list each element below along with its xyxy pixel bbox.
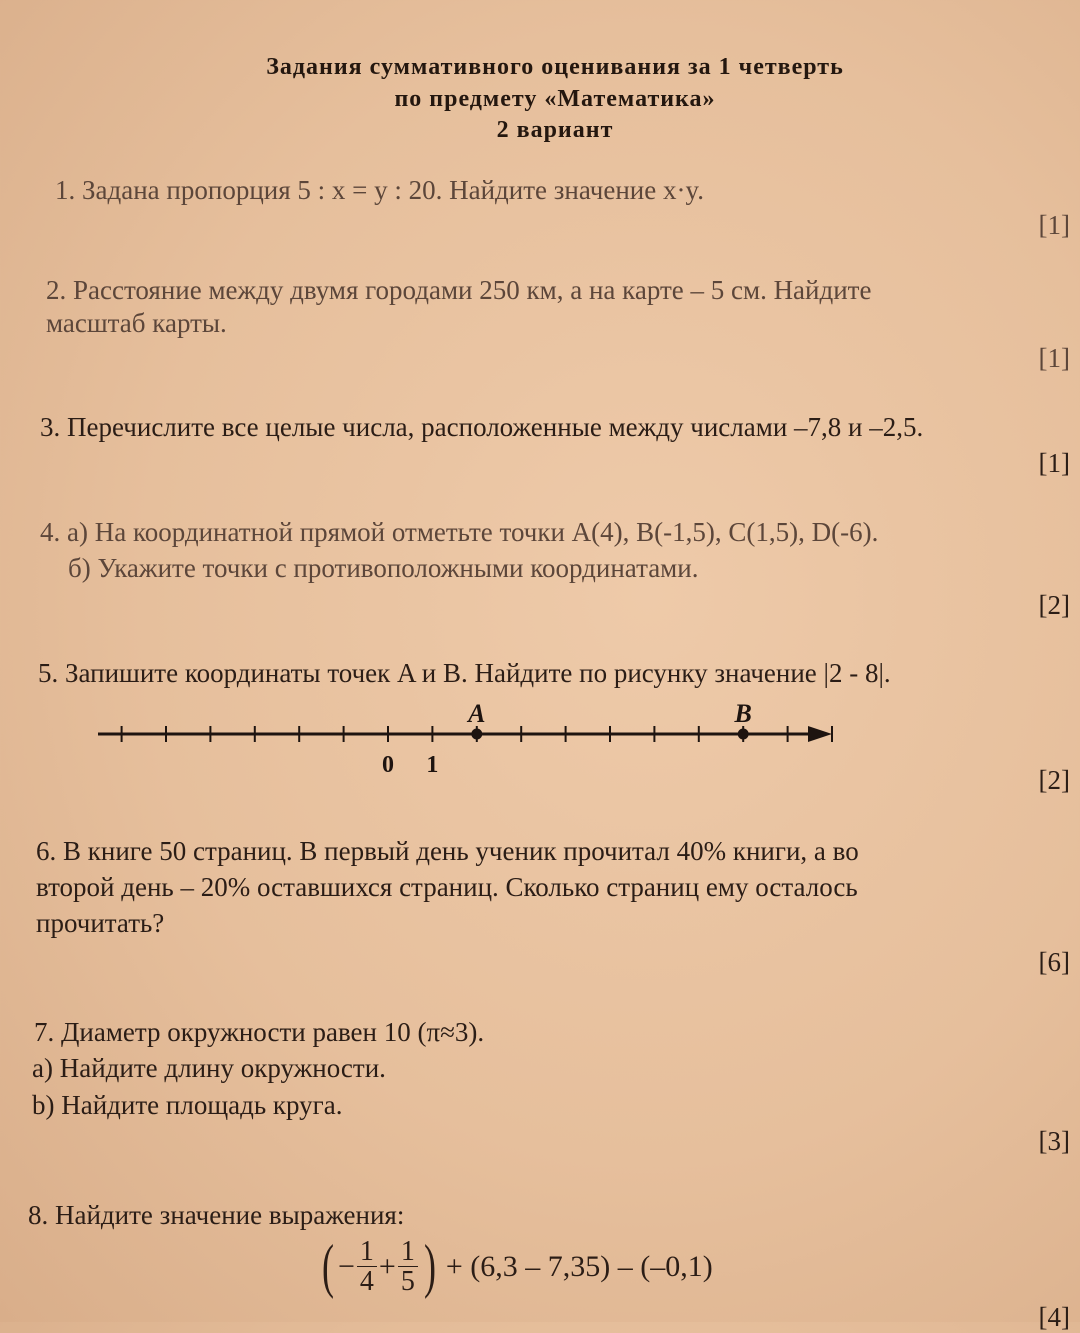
fraction-2-denominator: 5 bbox=[400, 1266, 415, 1297]
task-8-expression bbox=[318, 1232, 713, 1301]
task-3-score: [1] bbox=[1038, 448, 1070, 478]
task-5-score: [2] bbox=[1038, 765, 1070, 795]
task-4-score: [2] bbox=[1038, 590, 1070, 620]
right-paren: ) bbox=[423, 1233, 436, 1299]
task-3-text: 3. Перечислите все целые числа, расположенные между числами –7,8 и –2,5. bbox=[40, 412, 924, 442]
task-2-text-line-2: масштаб карты. bbox=[46, 308, 227, 338]
task-7-text-line-2: а) Найдите длину окружности. bbox=[32, 1053, 386, 1083]
header-line-3: 2 вариант bbox=[496, 117, 614, 143]
task-6-text-line-1: 6. В книге 50 страниц. В первый день ученик прочитал 40% книги, а во bbox=[36, 836, 859, 866]
task-7-text-line-3: b) Найдите площадь круга. bbox=[32, 1090, 343, 1120]
number-line bbox=[90, 690, 850, 780]
left-paren: ( bbox=[321, 1233, 334, 1299]
task-4-text-line-2: б) Укажите точки с противоположными координатами. bbox=[68, 553, 699, 583]
task-2-score: [1] bbox=[1038, 343, 1070, 373]
task-5-text: 5. Запишите координаты точек A и B. Найдите по рисунку значение |2 - 8|. bbox=[38, 658, 891, 688]
fraction-one-quarter bbox=[357, 1237, 377, 1297]
task-1-text: 1. Задана пропорция 5 : x = y : 20. Найдите значение x·y. bbox=[55, 175, 704, 205]
minus-sign: − bbox=[337, 1249, 355, 1283]
task-4-text-line-1: 4. а) На координатной прямой отметьте точки A(4), B(-1,5), C(1,5), D(-6). bbox=[40, 517, 879, 547]
header-line-2: по предмету «Математика» bbox=[394, 86, 716, 112]
task-1-score: [1] bbox=[1038, 210, 1070, 240]
fraction-1-denominator: 4 bbox=[359, 1266, 374, 1297]
fraction-1-numerator: 1 bbox=[359, 1235, 374, 1267]
point-b-marker bbox=[738, 729, 749, 740]
number-line-arrow bbox=[808, 726, 832, 742]
fraction-2-numerator: 1 bbox=[400, 1235, 415, 1267]
point-a-label: A bbox=[468, 699, 486, 728]
task-6-score: [6] bbox=[1038, 947, 1070, 977]
task-2-text-line-1: 2. Расстояние между двумя городами 250 км, а на карте – 5 см. Найдите bbox=[46, 275, 872, 305]
fraction-one-fifth bbox=[398, 1237, 418, 1297]
unit-label: 1 bbox=[426, 752, 439, 778]
task-7-score: [3] bbox=[1038, 1126, 1070, 1156]
task-8-text: 8. Найдите значение выражения: bbox=[28, 1200, 405, 1230]
task-7-text-line-1: 7. Диаметр окружности равен 10 (π≈3). bbox=[34, 1017, 485, 1047]
task-6-text-line-3: прочитать? bbox=[36, 908, 165, 938]
task-6-text-line-2: второй день – 20% оставшихся страниц. Сколько страниц ему осталось bbox=[36, 872, 858, 902]
origin-label: 0 bbox=[382, 752, 394, 778]
point-a-marker bbox=[471, 729, 482, 740]
plus-sign: + bbox=[378, 1249, 396, 1283]
task-8-score: [4] bbox=[1038, 1302, 1070, 1332]
expression-rest: + (6,3 – 7,35) – (–0,1) bbox=[445, 1249, 713, 1283]
point-b-label: B bbox=[734, 699, 752, 728]
header-line-1: Задания суммативного оценивания за 1 четверть bbox=[266, 54, 844, 80]
